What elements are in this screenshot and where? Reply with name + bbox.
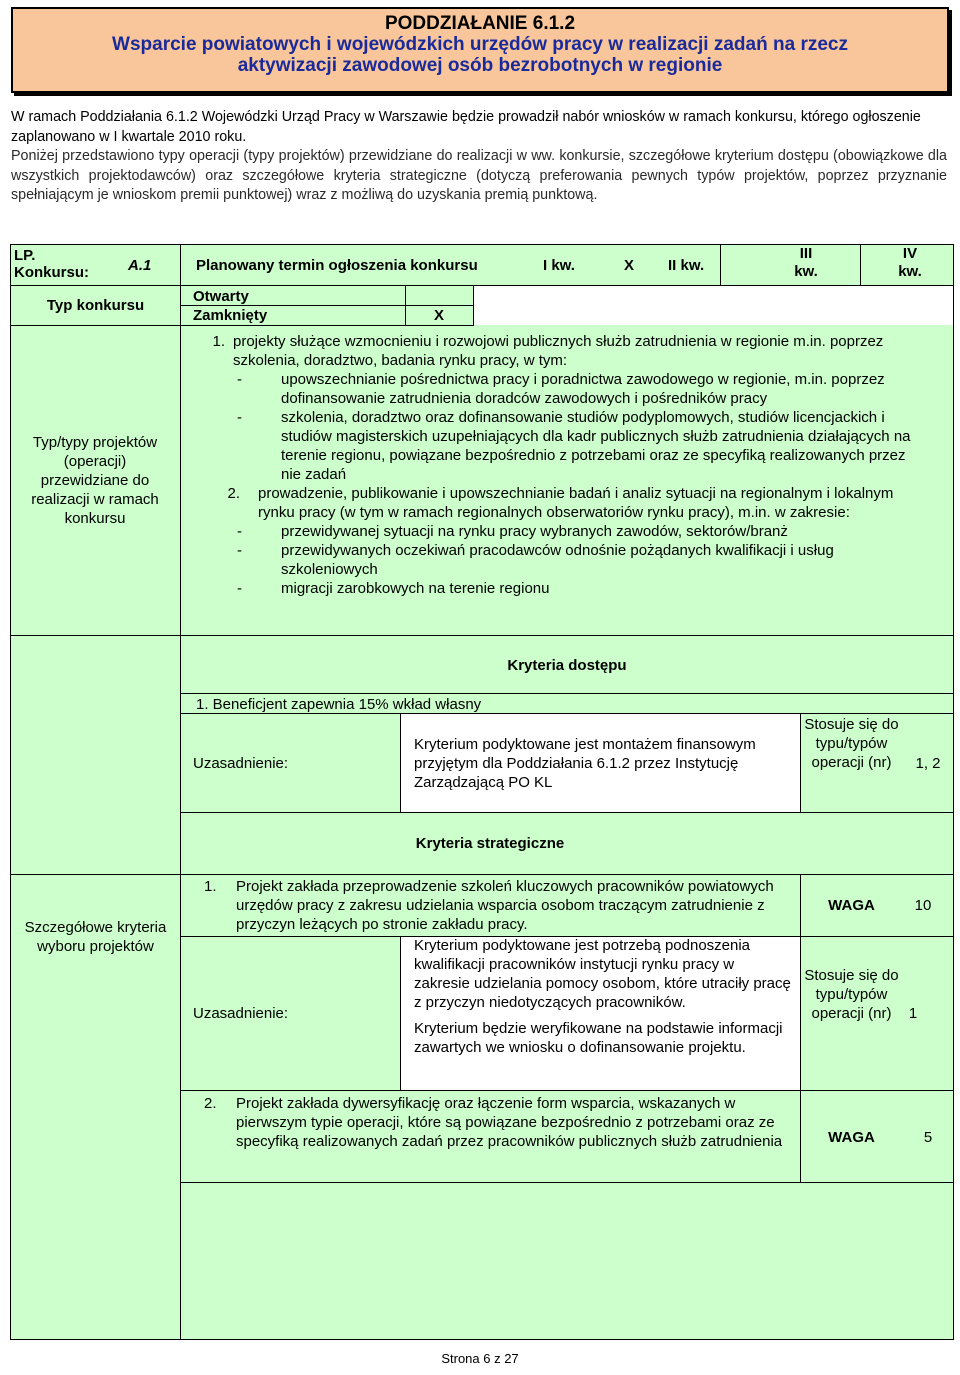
c2-weight-label: WAGA	[828, 1129, 875, 1146]
type-item-2-sub-1-text: przewidywanej sytuacji na rynku pracy wybranych zawodów, sektorów/branż	[281, 523, 788, 540]
section-title-box	[11, 7, 949, 93]
planned-label: Planowany termin ogłoszenia konkursu	[196, 257, 478, 274]
dash: -	[237, 371, 242, 388]
c1-applies-label: Stosuje się do typu/typów operacji (nr)	[804, 967, 899, 1022]
c1-weight-label: WAGA	[828, 897, 875, 914]
c2-item	[196, 1094, 796, 1151]
access-just-label: Uzasadnienie:	[193, 755, 289, 772]
dash: -	[237, 580, 242, 597]
type-item-1-text: projekty służące wzmocnieniu i rozwojowi publicznych służb zatrudnienia w regionie m.in. poprzez szkolenia, doradztwo, badania rynku pracy, w tym:	[233, 333, 884, 369]
intro-paragraph-2: Poniżej przedstawiono typy operacji (typy projektów) przewidziane do realizacji w ww. konkursie, szczegółowe kryterium dostępu (obowiązkowe dla wszystkich projektodawców) oraz szczegółowe kryteria strategiczne (dotyczą preferowania pewnych typów projektów, poprzez przyznanie spełniającym je wnioskom premii punktowej) wraz z możliwą do uzyskania premią punktową.	[11, 148, 947, 203]
type-item-1-sub-1	[185, 370, 925, 408]
type-item-1	[185, 332, 925, 370]
subaction-title-line1: Wsparcie powiatowych i wojewódzkich urzędów pracy w realizacji zadań na rzecz	[112, 34, 848, 55]
closed-mark: X	[433, 307, 444, 324]
access-applies-value: 1, 2	[915, 755, 941, 772]
access-item: 1. Beneficjent zapewnia 15% wkład własny	[196, 696, 482, 713]
dash: -	[237, 542, 242, 559]
dash: -	[237, 409, 242, 426]
lp-value: A.1	[128, 257, 152, 274]
q1-mark: X	[624, 257, 635, 274]
closed-label: Zamknięty	[193, 307, 268, 324]
type-item-1-sub-1-text: upowszechnianie pośrednictwa pracy i poradnictwa zawodowego w regionie, m.in. poprzez dofinansowanie zatrudnienia doradców zawodowych i pośredników pracy	[281, 371, 885, 407]
type-item-2-sub-3	[185, 579, 925, 598]
q2-label: II kw.	[668, 257, 705, 274]
c1-just-label: Uzasadnienie:	[193, 1005, 289, 1022]
intro-text	[11, 108, 947, 206]
type-item-2-text: prowadzenie, publikowanie i upowszechnianie badań i analiz sytuacji na regionalnym i lokalnym rynku pracy (w tym w ramach regionalnych obserwatoriów rynku pracy), m.in. w zakresie:	[258, 485, 894, 521]
c1-weight-value: 10	[914, 897, 932, 914]
subaction-number: PODDZIAŁANIE 6.1.2	[384, 13, 576, 34]
q1-label: I kw.	[543, 257, 575, 274]
c1-just-paragraph-2: Kryterium będzie weryfikowane na podstawie informacji zawartych we wniosku o dofinansowanie projektu.	[414, 1020, 783, 1056]
dash: -	[237, 523, 242, 540]
c1-applies-value: 1	[908, 1005, 918, 1022]
type-item-2-sub-1	[185, 522, 925, 541]
c1-text: Projekt zakłada przeprowadzenie szkoleń kluczowych pracowników powiatowych urzędów pracy z zakresu udzielania wsparcia osobom traczącym zatrudnienie z przyczyn leżących po stronie zakładu pracy.	[236, 878, 774, 933]
c1-just-text	[414, 936, 794, 1057]
access-heading: Kryteria dostępu	[507, 657, 627, 674]
criteria-label: Szczegółowe kryteria wyboru projektów	[24, 919, 167, 955]
type-item-2-number: 2.	[227, 485, 240, 502]
type-item-2-sub-2-text: przewidywanych oczekiwań pracodawców odnośnie pożądanych kwalifikacji i usług szkoleniowych	[281, 542, 834, 578]
type-item-1-number: 1.	[212, 333, 225, 350]
c2-text: Projekt zakłada dywersyfikację oraz łączenie form wsparcia, wskazanych w pierwszym typie operacji, które są powiązane bezpośrednio z potrzebami oraz ze specyfiką realizowanych zadań przez pracowników publicznych służb zatrudnienia	[236, 1095, 783, 1150]
q4-label: IV kw.	[898, 245, 922, 280]
open-label: Otwarty	[193, 288, 249, 305]
q3-label: III kw.	[794, 245, 818, 280]
access-just-text: Kryterium podyktowane jest montażem finansowym przyjętym dla Poddziałania 6.1.2 przez Instytucję Zarządzającą PO KL	[414, 736, 756, 791]
c2-number: 2.	[204, 1095, 217, 1112]
types-list	[185, 332, 925, 598]
c1-number: 1.	[204, 878, 217, 895]
type-item-1-sub-2-text: szkolenia, doradztwo oraz dofinansowanie studiów podyplomowych, studiów licencjackich i studiów magisterskich uzupełniających dla kadr publicznych służb zatrudnienia działających na terenie regionu, powiązane bezpośrednio z potrzebami oraz ze specyfiką realizowanych przez nie zadań	[281, 409, 911, 483]
c1-item	[196, 877, 796, 934]
c2-weight-value: 5	[923, 1129, 933, 1146]
type-item-2-sub-2	[185, 541, 925, 579]
types-label: Typ/typy projektów (operacji) przewidziane do realizacji w ramach konkursu	[31, 434, 159, 527]
access-applies-label: Stosuje się do typu/typów operacji (nr)	[804, 716, 899, 771]
lp-label: LP. Konkursu:	[14, 247, 89, 281]
type-item-2	[185, 484, 925, 522]
subaction-title-line2: aktywizacji zawodowej osób bezrobotnych w regionie	[237, 55, 723, 76]
c1-just-paragraph-1: Kryterium podyktowane jest potrzebą podnoszenia kwalifikacji pracowników instytucji rynku pracy w zakresie udzielania pomocy osobom, które utraciły pracę z przyczyn niedotyczących pracowników.	[414, 937, 791, 1011]
type-item-2-sub-3-text: migracji zarobkowych na terenie regionu	[281, 580, 550, 597]
typ-konkursu-label: Typ konkursu	[46, 297, 145, 314]
page-number: Strona 6 z 27	[441, 1351, 519, 1366]
type-item-1-sub-2	[185, 408, 925, 484]
intro-paragraph-1: W ramach Poddziałania 6.1.2 Wojewódzki Urząd Pracy w Warszawie będzie prowadził nabór wniosków w ramach konkursu, którego ogłoszenie zaplanowano w I kwartale 2010 roku.	[11, 109, 921, 145]
strategic-heading: Kryteria strategiczne	[415, 835, 565, 852]
